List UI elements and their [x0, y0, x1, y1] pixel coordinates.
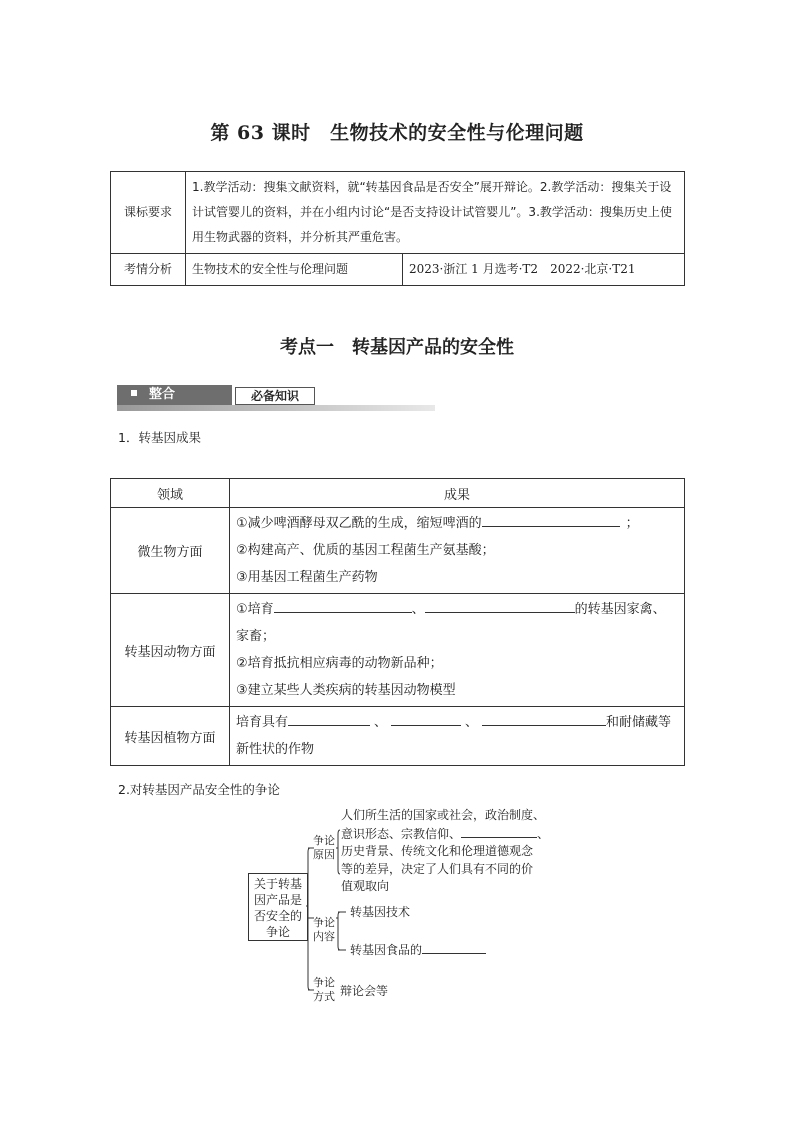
debate-diagram	[240, 800, 570, 1040]
branch-method-text: 辩论会等	[340, 984, 389, 998]
branch-label-line: 原因	[313, 848, 335, 861]
fill-blank[interactable]	[288, 711, 370, 726]
content-item	[350, 941, 486, 960]
result-cell	[230, 707, 685, 766]
field-cell: 转基因植物方面	[111, 707, 230, 766]
table-cell-label: 考情分析	[111, 254, 186, 286]
result-text: ③建立某些人类疾病的转基因动物模型	[236, 683, 456, 698]
branch-label-line: 方式	[313, 990, 335, 1003]
subheading-2: 2.对转基因产品安全性的争论	[118, 782, 280, 797]
table-cell-content: 生物技术的安全性与伦理问题	[186, 254, 403, 286]
field-cell: 微生物方面	[111, 508, 230, 594]
reason-line: 历史背景、传统文化和伦理道德观念	[341, 844, 534, 858]
result-text: 、	[465, 715, 479, 730]
field-cell: 转基因动物方面	[111, 594, 230, 707]
reason-line: 人们所生活的国家或社会，政治制度、	[341, 808, 546, 822]
banner-divider	[117, 405, 435, 411]
fill-blank[interactable]	[422, 941, 486, 954]
result-text: ③用基因工程菌生产药物	[236, 570, 378, 585]
section-title: 考点一 转基因产品的安全性	[280, 337, 514, 358]
reason-line: 等的差异，决定了人们具有不同的价	[341, 861, 534, 876]
table-row	[111, 707, 685, 766]
branch-label-line: 内容	[313, 930, 335, 943]
fill-blank[interactable]	[391, 711, 461, 726]
result-text: 、	[374, 715, 388, 730]
branch-reason-text	[341, 807, 566, 896]
requirements-table	[110, 171, 685, 286]
reason-line: 值观取向	[341, 879, 390, 893]
root-line: 关于转基	[253, 877, 302, 891]
result-text: ①减少啤酒酵母双乙酰的生成，缩短啤酒的	[236, 516, 482, 531]
branch-label-content	[310, 916, 338, 944]
result-text: ②构建高产、优质的基因工程菌生产氨基酸；	[236, 543, 495, 558]
content-item-text: 转基因食品的	[350, 943, 423, 957]
banner-left-label: 整合	[149, 387, 176, 402]
subheading-1: 1．转基因成果	[118, 430, 201, 445]
reason-line: 意识形态、宗教信仰、	[341, 826, 462, 841]
header-result: 成果	[230, 479, 685, 508]
table-cell-content: 1.教学活动：搜集文献资料，就“转基因食品是否安全”展开辩论。2.教学活动：搜集关于设计试管婴儿的资料，并在小组内讨论“是否支持设计试管婴儿”。3.教学活动：搜集历史上使用生物武器的资料，并分析其严重危害。	[186, 172, 685, 254]
table-row	[111, 508, 685, 594]
result-cell	[230, 508, 685, 594]
fill-blank[interactable]	[461, 825, 537, 838]
banner-sub	[235, 387, 431, 403]
diagram-root	[248, 873, 308, 941]
banner-tag	[117, 385, 232, 405]
result-text: 、	[411, 602, 425, 617]
branch-label-method	[310, 976, 338, 1004]
result-text: 和耐储藏等	[606, 715, 672, 730]
table-row	[111, 172, 685, 254]
root-line: 否安全的	[253, 909, 302, 923]
result-text: ①培育	[236, 602, 274, 617]
fill-blank[interactable]	[482, 711, 606, 726]
square-icon	[131, 390, 137, 396]
branch-label-line: 争论	[313, 916, 335, 929]
result-cell	[230, 594, 685, 707]
result-text: 家畜；	[236, 629, 276, 644]
fill-blank[interactable]	[274, 598, 412, 613]
branch-label-line: 争论	[313, 834, 335, 847]
branch-label-line: 争论	[313, 976, 335, 989]
result-text: 培育具有	[236, 715, 289, 730]
table-cell-exam: 2023·浙江 1 月选考·T2 2022·北京·T21	[403, 254, 685, 286]
result-text: 的转基因家禽、	[574, 602, 666, 617]
table-cell-label: 课标要求	[111, 172, 186, 254]
result-text: ；	[625, 516, 639, 531]
table-row	[111, 254, 685, 286]
root-line: 争论	[265, 925, 290, 939]
content-item: 转基因技术	[350, 905, 411, 919]
root-line: 因产品是	[253, 893, 302, 907]
table-row	[111, 594, 685, 707]
header-field: 领域	[111, 479, 230, 508]
result-text: ②培育抵抗相应病毒的动物新品种；	[236, 656, 443, 671]
section-banner	[117, 385, 435, 411]
results-table	[110, 478, 685, 766]
page-title: 第 63 课时 生物技术的安全性与伦理问题	[210, 122, 584, 144]
fill-blank[interactable]	[425, 598, 575, 613]
table-header-row	[111, 479, 685, 508]
reason-line: 、	[537, 826, 550, 841]
result-text: 新性状的作物	[236, 742, 315, 757]
branch-label-reason	[310, 834, 338, 862]
fill-blank[interactable]	[482, 512, 620, 527]
banner-right-label: 必备知识	[235, 387, 315, 405]
